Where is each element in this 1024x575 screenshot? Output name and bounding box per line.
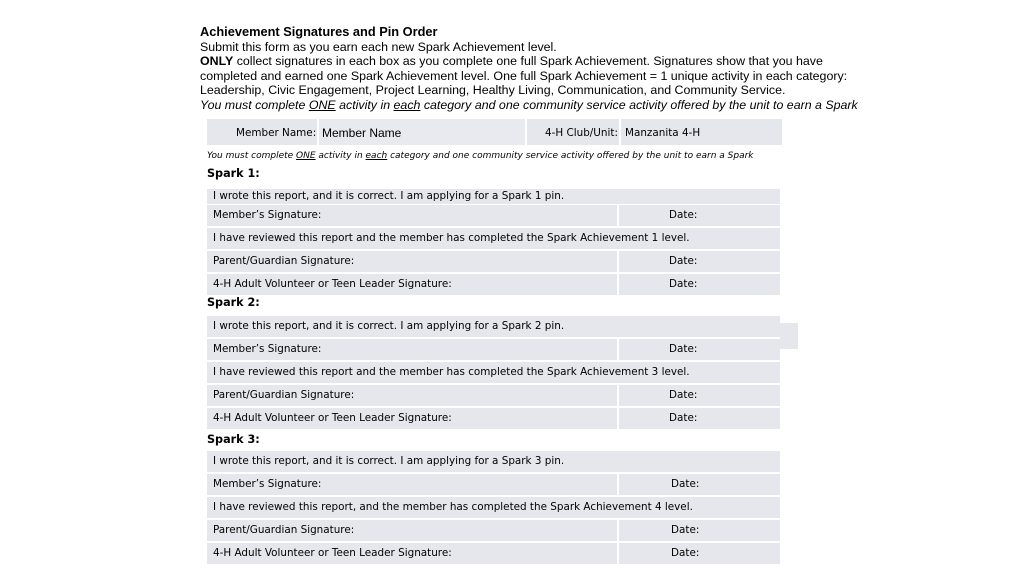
intro-line-3: completed and earned one Spark Achievement level. One full Spark Achievement = 1 unique activity in each category: [200, 68, 848, 83]
spark-1-member-signature-label: Member’s Signature: [213, 209, 322, 221]
club-unit-label: 4-H Club/Unit: [545, 127, 618, 139]
spark-1-wrote-row [207, 189, 780, 204]
spark-3-leader-signature-row[interactable] [207, 543, 780, 564]
spark-2-wrote-text: I wrote this report, and it is correct. I am applying for a Spark 2 pin. [213, 320, 565, 332]
spark-3-member-date-label: Date: [671, 478, 700, 490]
spark-3-member-signature-label: Member’s Signature: [213, 478, 322, 490]
spark-1-heading: Spark 1: [207, 167, 260, 180]
intro-requirement [200, 97, 858, 113]
note-text-c: category and one community service activity offered by the unit to earn a Spark [387, 151, 754, 161]
spark-2-leader-date-label: Date: [669, 412, 698, 424]
stray-cell [780, 323, 798, 349]
spark-3-leader-signature-label: 4-H Adult Volunteer or Teen Leader Signature: [213, 547, 452, 559]
spark-3-parent-signature-label: Parent/Guardian Signature: [213, 524, 355, 536]
spark-1-member-signature-row[interactable] [207, 205, 780, 226]
spark-2-member-date-label: Date: [669, 343, 698, 355]
spark-1-parent-date-label: Date: [669, 255, 698, 267]
req-text-a: You must complete [200, 97, 309, 112]
member-name-value: Member Name [322, 126, 402, 140]
spark-3-parent-date-label: Date: [671, 524, 700, 536]
spark-1-parent-signature-row[interactable] [207, 251, 780, 272]
form-title: Achievement Signatures and Pin Order [200, 24, 438, 39]
spark-2-heading: Spark 2: [207, 296, 260, 309]
member-name-label: Member Name: [236, 127, 317, 139]
spark-3-wrote-text: I wrote this report, and it is correct. I am applying for a Spark 3 pin. [213, 455, 565, 467]
spark-2-wrote-row [207, 316, 780, 337]
req-one: ONE [308, 97, 336, 112]
club-unit-value: Manzanita 4-H [625, 127, 701, 139]
spark-3-wrote-row [207, 451, 780, 472]
spark-1-parent-signature-label: Parent/Guardian Signature: [213, 255, 355, 267]
note-text-b: activity in [315, 151, 366, 161]
spark-1-reviewed-text: I have reviewed this report and the member has completed the Spark Achievement 1 level. [213, 232, 690, 244]
spark-1-leader-signature-label: 4-H Adult Volunteer or Teen Leader Signature: [213, 278, 452, 290]
spark-2-reviewed-text: I have reviewed this report and the member has completed the Spark Achievement 3 level. [213, 366, 690, 378]
req-text-c: category and one community service activity offered by the unit to earn a Spark [420, 97, 858, 112]
spark-2-member-signature-label: Member’s Signature: [213, 343, 322, 355]
spark-3-heading: Spark 3: [207, 433, 260, 446]
intro-line-4: Leadership, Civic Engagement, Project Learning, Healthy Living, Communication, and Community Service. [200, 83, 786, 98]
spark-2-parent-signature-label: Parent/Guardian Signature: [213, 389, 355, 401]
spark-2-leader-signature-row[interactable] [207, 408, 780, 429]
spark-1-leader-date-label: Date: [669, 278, 698, 290]
intro-block [200, 24, 858, 113]
only-emphasis: ONLY [200, 54, 234, 69]
spark-3-parent-signature-row[interactable] [207, 520, 780, 541]
spark-2-parent-date-label: Date: [669, 389, 698, 401]
spark-2-parent-signature-row[interactable] [207, 385, 780, 406]
req-text-b: activity in [335, 97, 394, 112]
spark-1-wrote-text: I wrote this report, and it is correct. I am applying for a Spark 1 pin. [213, 190, 565, 202]
spark-3-reviewed-row [207, 497, 780, 518]
spark-2-member-signature-row[interactable] [207, 339, 780, 360]
note-one: ONE [296, 151, 316, 161]
intro-line-1: Submit this form as you earn each new Spark Achievement level. [200, 39, 557, 54]
intro-line-2 [200, 54, 840, 69]
spark-2-leader-signature-label: 4-H Adult Volunteer or Teen Leader Signature: [213, 412, 452, 424]
spark-3-reviewed-text: I have reviewed this report, and the member has completed the Spark Achievement 4 level. [213, 501, 693, 513]
requirement-note [207, 151, 754, 161]
spark-3-leader-date-label: Date: [671, 547, 700, 559]
spark-1-reviewed-row [207, 228, 780, 249]
spark-2-reviewed-row [207, 362, 780, 383]
spark-1-leader-signature-row[interactable] [207, 274, 780, 295]
spark-1-member-date-label: Date: [669, 209, 698, 221]
note-each: each [365, 151, 388, 161]
spark-3-member-signature-row[interactable] [207, 474, 780, 495]
note-text-a: You must complete [207, 151, 297, 161]
intro-line-2-text: collect signatures in each box as you complete one full Spark Achievement. Signatures show that you have [233, 54, 823, 69]
req-each: each [393, 97, 421, 112]
